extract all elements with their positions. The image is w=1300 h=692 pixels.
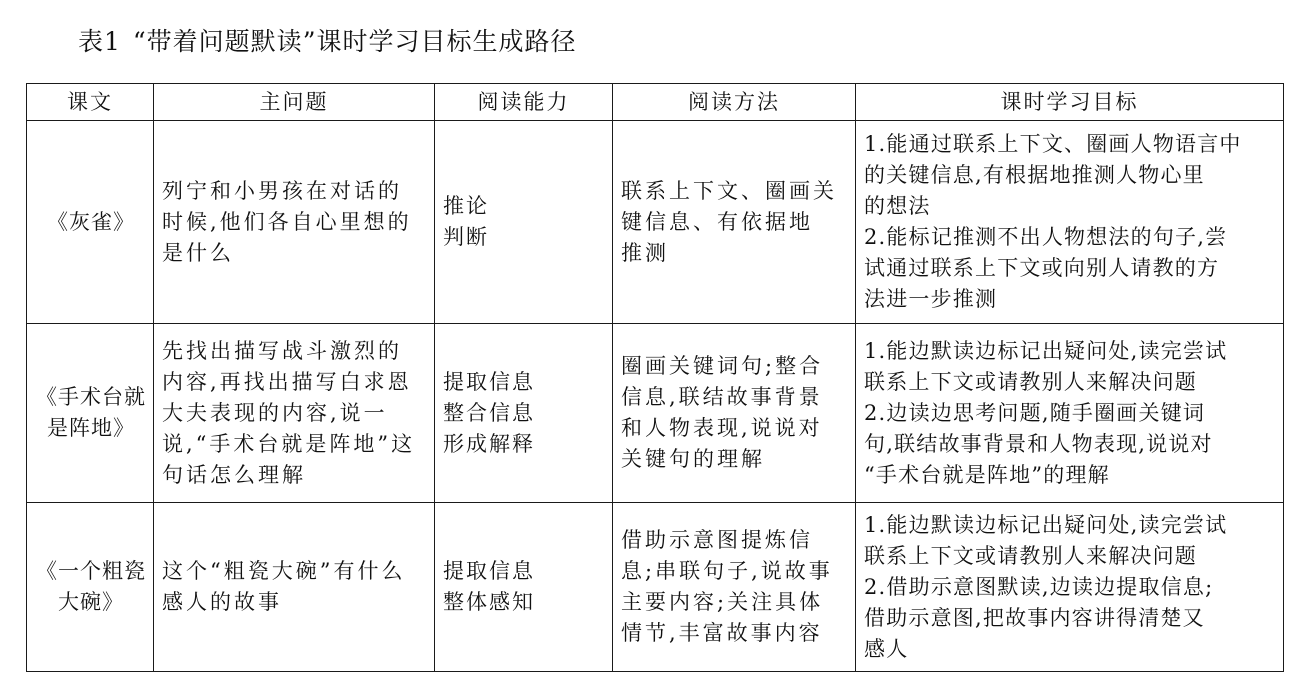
cell-line: 《手术台就 <box>36 385 146 409</box>
cell-line: 时候,他们各自心里想的 <box>162 209 412 234</box>
cell-line: 2.边读边思考问题,随手圈画关键词 <box>864 400 1206 425</box>
cell-text <box>27 324 154 503</box>
cell-line: 联系上下文或请教别人来解决问题 <box>864 543 1197 568</box>
cell-line: 息;串联句子,说故事 <box>621 559 833 583</box>
cell-line: 大夫表现的内容,说一 <box>162 400 388 425</box>
cell-line: 内容,再找出描写白求恩 <box>162 369 412 394</box>
cell-line: 情节,丰富故事内容 <box>621 621 823 645</box>
cell-line: 大碗》 <box>58 590 124 614</box>
cell-line: 是什么 <box>162 240 234 265</box>
table-row <box>27 503 1284 672</box>
table-number: 表1 <box>78 27 121 56</box>
cell-text <box>27 121 154 324</box>
cell-line: 借助示意图提炼信 <box>621 528 813 552</box>
header-text: 课文 <box>27 84 154 121</box>
cell-lesson-goals <box>856 324 1284 503</box>
table-caption <box>78 26 576 58</box>
cell-line: 1.能边默读边标记出疑问处,读完尝试 <box>864 512 1228 537</box>
cell-line: 感人的故事 <box>162 590 282 614</box>
cell-line: 是阵地》 <box>47 416 135 440</box>
learning-goals-table <box>26 83 1284 672</box>
cell-line: 说,“手术台就是阵地”这 <box>162 431 416 456</box>
cell-line: 2.借助示意图默读,边读边提取信息; <box>864 574 1214 599</box>
cell-reading-ability <box>435 503 613 672</box>
cell-text <box>27 503 154 672</box>
cell-line: 借助示意图,把故事内容讲得清楚又 <box>864 605 1205 630</box>
header-reading-method: 阅读方法 <box>613 84 856 121</box>
cell-reading-ability <box>435 324 613 503</box>
cell-line: 句话怎么理解 <box>162 462 306 487</box>
cell-line: “手术台就是阵地”的理解 <box>864 462 1110 487</box>
cell-main-question <box>154 503 435 672</box>
cell-reading-method <box>613 324 856 503</box>
cell-line: 形成解释 <box>443 431 535 456</box>
cell-line: 试通过联系上下文或向别人请教的方 <box>864 256 1220 280</box>
table-row <box>27 121 1284 324</box>
table-row <box>27 324 1284 503</box>
cell-line: 1.能边默读边标记出疑问处,读完尝试 <box>864 338 1228 363</box>
header-lesson-goals: 课时学习目标 <box>856 84 1284 121</box>
cell-line: 联系上下文、圈画关 <box>621 178 837 203</box>
cell-line: 联系上下文或请教别人来解决问题 <box>864 369 1197 394</box>
header-main-question: 主问题 <box>154 84 435 121</box>
cell-line: 推论 <box>443 194 489 218</box>
cell-reading-method <box>613 121 856 324</box>
table-title: “带着问题默读”课时学习目标生成路径 <box>132 27 577 56</box>
cell-line: 判断 <box>443 225 489 249</box>
cell-line: 先找出描写战斗激烈的 <box>162 338 402 363</box>
cell-line: 整体感知 <box>443 590 535 614</box>
cell-line: 推测 <box>621 240 669 265</box>
cell-line: 句,联结故事背景和人物表现,说说对 <box>864 431 1213 456</box>
cell-lesson-goals <box>856 503 1284 672</box>
cell-main-question <box>154 324 435 503</box>
cell-line: 的关键信息,有根据地推测人物心里 <box>864 163 1205 187</box>
cell-reading-ability <box>435 121 613 324</box>
cell-line: 《一个粗瓷 <box>36 559 146 583</box>
header-reading-ability: 阅读能力 <box>435 84 613 121</box>
cell-lesson-goals <box>856 121 1284 324</box>
cell-line: 键信息、有依据地 <box>621 209 813 234</box>
cell-line: 关键句的理解 <box>621 447 765 471</box>
cell-line: 2.能标记推测不出人物想法的句子,尝 <box>864 225 1228 249</box>
cell-reading-method <box>613 503 856 672</box>
cell-line: 1.能通过联系上下文、圈画人物语言中 <box>864 132 1242 156</box>
cell-line: 感人 <box>864 636 909 661</box>
cell-line: 提取信息 <box>443 369 535 394</box>
cell-line: 信息,联结故事背景 <box>621 385 823 409</box>
cell-line: 的想法 <box>864 194 931 218</box>
table-header-row <box>27 84 1284 121</box>
cell-line: 《灰雀》 <box>47 209 135 234</box>
cell-line: 圈画关键词句;整合 <box>621 354 824 378</box>
cell-line: 提取信息 <box>443 559 535 583</box>
cell-line: 这个“粗瓷大碗”有什么 <box>162 559 406 583</box>
cell-line: 整合信息 <box>443 400 535 425</box>
cell-line: 和人物表现,说说对 <box>621 416 823 440</box>
cell-main-question <box>154 121 435 324</box>
cell-line: 主要内容;关注具体 <box>621 590 824 614</box>
cell-line: 列宁和小男孩在对话的 <box>162 178 402 203</box>
cell-line: 法进一步推测 <box>864 287 998 311</box>
